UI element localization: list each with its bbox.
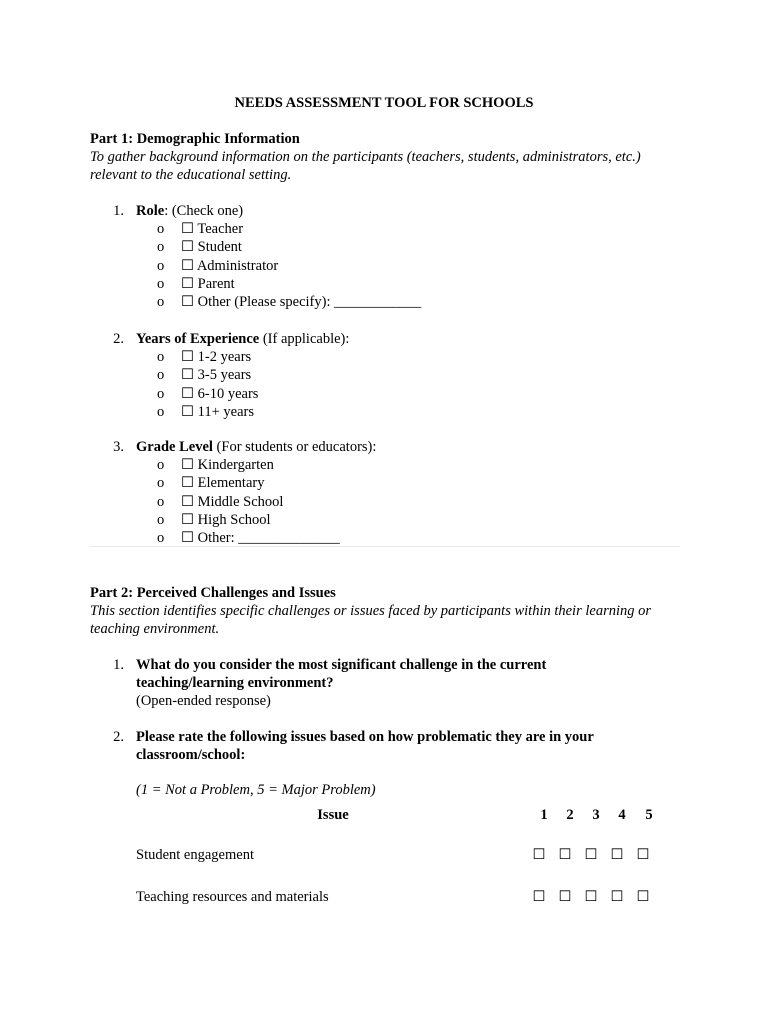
option-label: ☐ Elementary	[181, 475, 265, 492]
bullet: o	[157, 457, 165, 473]
rating-checkbox-3[interactable]: ☐	[584, 847, 598, 863]
question-suffix: : (Check one)	[164, 203, 244, 219]
option-other[interactable]	[157, 529, 340, 547]
option-other[interactable]	[157, 293, 421, 311]
bullet: o	[157, 221, 165, 237]
rating-checkbox-1[interactable]: ☐	[532, 847, 546, 863]
option-label: ☐ 3-5 years	[181, 367, 252, 384]
question-challenge-line1: What do you consider the most significant challenge in the current	[136, 657, 547, 673]
question-years-experience	[136, 330, 349, 348]
option-student[interactable]	[157, 238, 421, 256]
option-label: ☐ Parent	[181, 275, 235, 292]
rating-checkbox-5[interactable]: ☐	[636, 847, 650, 863]
rating-checkbox-2[interactable]: ☐	[558, 847, 572, 863]
bullet: o	[157, 239, 165, 256]
option-parent[interactable]	[157, 275, 421, 293]
bullet: o	[157, 275, 165, 292]
option-label: ☐ Administrator	[181, 257, 279, 274]
option-1-2-years[interactable]	[157, 348, 258, 366]
part2-intro: This section identifies specific challenges or issues faced by participants within their learning or teaching environment.	[90, 603, 652, 638]
option-label: ☐ Teacher	[181, 221, 244, 237]
rating-checkbox-5[interactable]: ☐	[636, 889, 650, 905]
table-header	[136, 806, 660, 824]
bullet: o	[157, 294, 165, 311]
question-number: 2.	[113, 729, 124, 745]
scale-header-3: 3	[592, 807, 600, 823]
option-label: ☐ Other (Please specify): ____________	[181, 294, 422, 311]
question-suffix: (For students or educators):	[212, 439, 377, 455]
rating-checkbox-4[interactable]: ☐	[610, 847, 624, 863]
question-number: 2.	[113, 331, 124, 347]
option-label: ☐ Other: ______________	[181, 530, 340, 547]
option-administrator[interactable]	[157, 257, 421, 275]
bullet: o	[157, 257, 165, 274]
option-label: ☐ Middle School	[181, 493, 284, 510]
question-label: Role	[136, 203, 165, 219]
option-label: ☐ 11+ years	[181, 403, 254, 420]
issue-label: Teaching resources and materials	[136, 889, 329, 905]
option-middle-school[interactable]	[157, 493, 340, 511]
bullet: o	[157, 493, 165, 510]
option-label: ☐ 1-2 years	[181, 349, 252, 365]
rating-scale-note: (1 = Not a Problem, 5 = Major Problem)	[136, 782, 376, 798]
question-role	[136, 202, 243, 220]
bullet: o	[157, 367, 165, 384]
part1-intro: To gather background information on the participants (teachers, students, administrators, etc.) relevant to the educational setting.	[90, 149, 641, 184]
rating-checkbox-2[interactable]: ☐	[558, 889, 572, 905]
role-options	[157, 220, 421, 311]
issue-label: Student engagement	[136, 847, 254, 863]
table-row	[136, 846, 660, 864]
issues-rating-table	[136, 806, 660, 905]
rating-checkbox-4[interactable]: ☐	[610, 889, 624, 905]
option-elementary[interactable]	[157, 474, 340, 492]
open-ended-note: (Open-ended response)	[136, 693, 271, 709]
question-rating-line1: Please rate the following issues based on how problematic they are in your	[136, 729, 594, 745]
bullet: o	[157, 403, 165, 420]
bullet: o	[157, 475, 165, 492]
question-label: Grade Level	[136, 439, 213, 455]
part1-heading: Part 1: Demographic Information	[90, 131, 300, 147]
bullet: o	[157, 511, 165, 528]
table-row	[136, 888, 660, 906]
question-rating-line2: classroom/school:	[136, 747, 246, 763]
part2-heading: Part 2: Perceived Challenges and Issues	[90, 585, 336, 601]
bullet: o	[157, 385, 165, 402]
section-divider	[90, 546, 680, 547]
scale-header-1: 1	[540, 807, 548, 823]
question-number: 1.	[113, 203, 124, 219]
option-label: ☐ 6-10 years	[181, 385, 259, 402]
scale-header-4: 4	[618, 807, 626, 823]
option-11-plus-years[interactable]	[157, 403, 258, 421]
option-label: ☐ Student	[181, 239, 242, 256]
question-label: Years of Experience	[136, 331, 260, 347]
bullet: o	[157, 530, 165, 547]
option-6-10-years[interactable]	[157, 385, 258, 403]
option-high-school[interactable]	[157, 511, 340, 529]
question-suffix: (If applicable):	[259, 331, 350, 347]
option-kindergarten[interactable]	[157, 456, 340, 474]
experience-options	[157, 348, 258, 421]
question-number: 1.	[113, 657, 124, 673]
option-label: ☐ Kindergarten	[181, 457, 274, 473]
question-number: 3.	[113, 439, 124, 455]
bullet: o	[157, 349, 165, 365]
option-teacher[interactable]	[157, 220, 421, 238]
scale-header-5: 5	[645, 807, 653, 823]
grade-level-options	[157, 456, 340, 547]
scale-header-2: 2	[566, 807, 574, 823]
rating-checkbox-3[interactable]: ☐	[584, 889, 598, 905]
document-title: NEEDS ASSESSMENT TOOL FOR SCHOOLS	[234, 95, 534, 111]
option-3-5-years[interactable]	[157, 366, 258, 384]
rating-checkbox-1[interactable]: ☐	[532, 889, 546, 905]
question-challenge-line2: teaching/learning environment?	[136, 675, 334, 691]
option-label: ☐ High School	[181, 511, 271, 528]
question-grade-level	[136, 438, 376, 456]
issue-column-header: Issue	[317, 807, 349, 823]
